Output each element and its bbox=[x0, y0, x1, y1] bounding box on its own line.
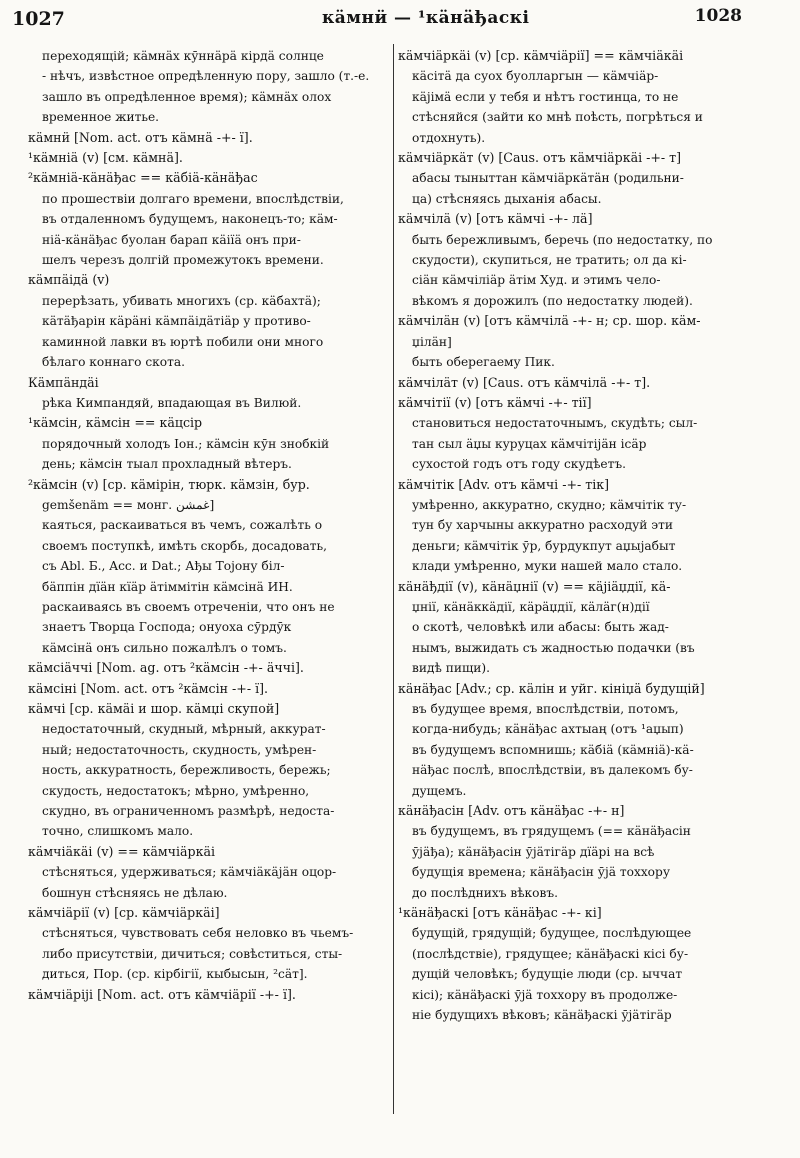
running-title: кӓмнӥ — ¹кӓнӓђаскі bbox=[322, 8, 530, 28]
entry-text-line: кӓтӓђарін кӓрӓні кӓмпӓідӓтіӓр у противо- bbox=[42, 314, 311, 329]
entry-headword-line: кӓмнӥ [Nom. act. отъ кӓмнӓ -+- ї]. bbox=[28, 129, 253, 145]
entry-text-line: видѣ пищи). bbox=[412, 661, 491, 676]
entry-text-line: нӓђас послѣ, впослѣдствіи, въ далекомъ бу- bbox=[412, 763, 693, 778]
entry-text-line: недостаточный, скудный, мѣрный, аккурат- bbox=[42, 722, 326, 737]
entry-headword-line: ¹кӓмніӓ (v) [см. кӓмнӓ]. bbox=[28, 150, 183, 166]
entry-text-line: деньги; кӓмчітік ӯр, бурдукпут аџыјабыт bbox=[412, 538, 676, 553]
entry-text-line: своемъ поступкѣ, имѣть скорбь, досадовать, bbox=[42, 538, 328, 553]
entry-text-line: стѣсняться, удерживаться; кӓмчіӓкӓјӓн оцор- bbox=[42, 865, 337, 880]
entry-text-line: съ Abl. Б., Acc. и Dat.; Ађы Тојону біл- bbox=[42, 559, 285, 574]
entry-headword-line: кӓмчіӓріјі [Nom. act. отъ кӓмчіӓрії -+- ї]. bbox=[28, 986, 296, 1002]
entry-text-line: будущія времена; кӓнӓђасін ӯјӓ тоххору bbox=[412, 865, 670, 880]
entry-text-line: быть оберегаему Пик. bbox=[412, 355, 555, 370]
right-column bbox=[398, 46, 770, 1026]
entry-text-line: сіӓн кӓмчіліӓр ӓтім Худ. и этимъ чело- bbox=[412, 273, 661, 288]
entry-headword-line: кӓмчіӓркӓт (v) [Caus. отъ кӓмчіӓркӓі -+- т] bbox=[398, 150, 682, 166]
entry-text-line: становиться недостаточнымъ, скудѣть; сыл- bbox=[412, 416, 698, 431]
entry-text-line: раскаиваясь въ своемъ отреченіи, что онъ не bbox=[42, 599, 335, 614]
page-header bbox=[0, 0, 800, 34]
entry-text-line: быть бережливымъ, беречь (по недостатку, по bbox=[412, 232, 713, 247]
entry-text-line: gemšenäm == монг. ﻏﻤﺸﻦ] bbox=[42, 497, 215, 512]
entry-text-line: отдохнуть). bbox=[412, 130, 486, 145]
entry-text-line: тан сыл ӓџы куруцах кӓмчітіјӓн ісӓр bbox=[412, 436, 647, 451]
entry-text-line: тун бу харчыны аккуратно расходуй эти bbox=[412, 518, 673, 533]
entry-text-line: дущемъ. bbox=[412, 783, 467, 798]
entry-text-line: ность, аккуратность, бережливость, бережь; bbox=[42, 763, 331, 778]
entry-text-line: о скотѣ, человѣкѣ или абасы: быть жад- bbox=[412, 620, 669, 635]
entry-text-line: умѣренно, аккуратно, скудно; кӓмчітік ту- bbox=[412, 497, 687, 512]
entry-headword-line: кӓмсіні [Nom. act. отъ ²кӓмсін -+- ї]. bbox=[28, 680, 269, 696]
entry-text-line: перерѣзать, убивать многихъ (ср. кӓбахтӓ); bbox=[42, 293, 321, 308]
entry-text-line: кӓмсінӓ онъ сильно пожалѣлъ о томъ. bbox=[42, 640, 287, 655]
entry-text-line: переходящій; кӓмнӓх кӯннӓрӓ кірдӓ солнце bbox=[42, 49, 324, 63]
entry-text-line: скудость, недостатокъ; мѣрно, умѣренно, bbox=[42, 783, 310, 798]
entry-text-line: ніӓ-кӓнӓђас буолан барап кӓіїӓ онъ при- bbox=[42, 232, 301, 247]
entry-text-line: каминной лавки въ юртѣ побили они много bbox=[42, 334, 324, 349]
entry-text-line: будущій, грядущій; будущее, послѣдующее bbox=[412, 926, 692, 941]
entry-text-line: дущій человѣкъ; будущіе люди (ср. ыччат bbox=[412, 967, 683, 982]
entry-text-line: клади умѣренно, муки нашей мало стало. bbox=[412, 559, 683, 574]
entry-text-line: знаетъ Творца Господа; онуоха сӯрдӯк bbox=[42, 620, 292, 635]
entry-text-line: диться, Пор. (ср. кірбігії, кыбысын, ²сӓт]. bbox=[42, 967, 308, 982]
entry-headword-line: ¹кӓмсін, кӓмсін == кӓцсір bbox=[28, 415, 203, 431]
entry-text-line: кӓсітӓ да суох буолларгын — кӓмчіӓр- bbox=[412, 69, 659, 84]
entry-text-line: въ будущемъ, въ грядущемъ (== кӓнӓђасін bbox=[412, 824, 691, 839]
entry-headword-line: кӓмчілӓт (v) [Caus. отъ кӓмчілӓ -+- т]. bbox=[398, 374, 651, 390]
entry-text-line: (послѣдствіе), грядущее; кӓнӓђаскі кісі бу- bbox=[412, 946, 689, 961]
entry-text-line: бӓппін дїӓн кїӓр ӓтіммітін кӓмсінӓ ИН. bbox=[42, 579, 293, 594]
entry-headword-line: кӓмчілӓ (v) [отъ кӓмчі -+- лӓ] bbox=[398, 211, 593, 227]
entry-text-line: скудно, въ ограниченномъ размѣрѣ, недоста- bbox=[42, 804, 335, 819]
entry-text-line: въ отдаленномъ будущемъ, наконецъ-то; кӓм- bbox=[42, 212, 338, 227]
entry-text-line: временное житье. bbox=[42, 110, 160, 125]
page-number-left: 1027 bbox=[12, 8, 65, 30]
entry-headword-line: кӓмпӓідӓ (v) bbox=[28, 272, 110, 288]
entry-text-line: кісі); кӓнӓђаскі ӯјӓ тоххору въ продолже- bbox=[412, 987, 678, 1002]
entry-text-line: ный; недостаточность, скудность, умѣрен- bbox=[42, 742, 317, 757]
entry-text-line: въ будущемъ вспомнишь; кӓбіӓ (кӓмніӓ)-кӓ- bbox=[412, 742, 694, 757]
entry-text-line: нымъ, выжидать съ жадностью подачки (въ bbox=[412, 640, 695, 655]
entry-text-line: бѣлаго коннаго скота. bbox=[42, 355, 186, 370]
entry-headword-line: кӓмчіӓркӓі (v) [ср. кӓмчіӓрії] == кӓмчіӓкӓі bbox=[398, 48, 684, 63]
entry-text-line: каяться, раскаиваться въ чемъ, сожалѣть о bbox=[42, 518, 323, 533]
entry-headword-line: кӓмчіӓрії (v) [ср. кӓмчіӓркӓі] bbox=[28, 905, 220, 921]
entry-headword-line: ¹кӓнӓђаскі [отъ кӓнӓђас -+- кі] bbox=[398, 905, 602, 921]
entry-text-line: въ будущее время, впослѣдствіи, потомъ, bbox=[412, 702, 679, 716]
entry-headword-line: кӓнӓђасін [Adv. отъ кӓнӓђас -+- н] bbox=[398, 803, 625, 819]
left-column bbox=[28, 46, 394, 1005]
entry-headword-line: кӓмчітії (v) [отъ кӓмчі -+- тії] bbox=[398, 394, 592, 410]
entry-text-line: ніе будущихъ вѣковъ; кӓнӓђаскі ӯјӓтігӓр bbox=[412, 1008, 672, 1023]
entry-text-line: ца) стѣсняясь дыханія абасы. bbox=[412, 191, 602, 206]
entry-text-line: день; кӓмсін тыал прохладный вѣтеръ. bbox=[42, 457, 292, 472]
entry-headword-line: ²кӓмсін (v) [ср. кӓмірін, тюрк. кӓмзін, бур. bbox=[28, 476, 310, 492]
entry-text-line: скудости), скупиться, не тратить; ол да кі- bbox=[412, 253, 687, 268]
entry-headword-line: ²кӓмніӓ-кӓнӓђас == кӓбіӓ-кӓнӓђас bbox=[28, 170, 258, 186]
entry-headword-line: кӓмчі [ср. кӓмӓі и шор. кӓмџі скупой] bbox=[28, 701, 280, 716]
entry-text-line: џілӓн] bbox=[412, 334, 452, 349]
page-number-right: 1028 bbox=[694, 6, 742, 26]
entry-headword-line: кӓмсіӓччі [Nom. ag. отъ ²кӓмсін -+- ӓччі]. bbox=[28, 660, 304, 676]
entry-text-line: кӓјімӓ если у тебя и нѣтъ гостинца, то не bbox=[412, 89, 679, 104]
entry-headword-line: кӓнӓђдії (v), кӓнӓџнії (v) == кӓјіӓџдії, кӓ- bbox=[398, 578, 671, 594]
entry-text-line: џнії, кӓнӓккӓдії, кӓрӓџдії, кӓлӓг(н)дії bbox=[412, 599, 650, 614]
entry-headword-line: кӓмчілӓн (v) [отъ кӓмчілӓ -+- н; ср. шор. кӓм- bbox=[398, 313, 701, 329]
entry-headword-line: Кӓмпӓндӓі bbox=[28, 374, 99, 390]
entry-text-line: шелъ черезъ долгій промежутокъ времени. bbox=[42, 253, 324, 268]
entry-headword-line: кӓмчіӓкӓі (v) == кӓмчіӓркӓі bbox=[28, 843, 216, 859]
entry-text-line: до послѣднихъ вѣковъ. bbox=[412, 885, 559, 900]
entry-text-line: сухостой годъ отъ году скудѣетъ. bbox=[412, 457, 626, 472]
entry-headword-line: кӓнӓђас [Adv.; ср. кӓлін и уйг. кініџӓ будущій] bbox=[398, 680, 705, 696]
entry-text-line: стѣсняться, чувствовать себя неловко въ чьемъ- bbox=[42, 926, 354, 941]
entry-text-line: по прошествіи долгаго времени, впослѣдствіи, bbox=[42, 191, 344, 206]
entry-text-line: ӯјӓђа); кӓнӓђасін ӯјӓтігӓр дїӓрі на всѣ bbox=[412, 844, 655, 859]
entry-text-line: стѣсняйся (зайти ко мнѣ поѣсть, погрѣться и bbox=[412, 110, 703, 125]
entry-text-line: рѣка Кимпандяй, впадающая въ Вилюй. bbox=[42, 395, 302, 410]
entry-text-line: зашло въ опредѣленное время); кӓмнӓх олох bbox=[42, 89, 332, 104]
entry-text-line: бошнун стѣсняясь не дѣлаю. bbox=[42, 885, 228, 900]
entry-text-line: точно, слишкомъ мало. bbox=[42, 824, 194, 839]
entry-text-line: - нѣчъ, извѣстное опредѣленную пору, зашло (т.-е. bbox=[42, 69, 370, 84]
entry-text-line: когда-нибудь; кӓнӓђас ахтыаң (отъ ¹аџып) bbox=[412, 722, 684, 737]
entry-headword-line: кӓмчітік [Adv. отъ кӓмчі -+- тік] bbox=[398, 476, 610, 492]
entry-text-line: вѣкомъ я дорожилъ (по недостатку людей). bbox=[412, 293, 693, 308]
entry-text-line: либо присутствіи, дичиться; совѣститься, сты- bbox=[42, 946, 343, 961]
entry-text-line: абасы тыныттан кӓмчіӓркӓтӓн (родильни- bbox=[412, 171, 684, 186]
entry-text-line: порядочный холодъ Іон.; кӓмсін кӯн знобкій bbox=[42, 436, 330, 451]
